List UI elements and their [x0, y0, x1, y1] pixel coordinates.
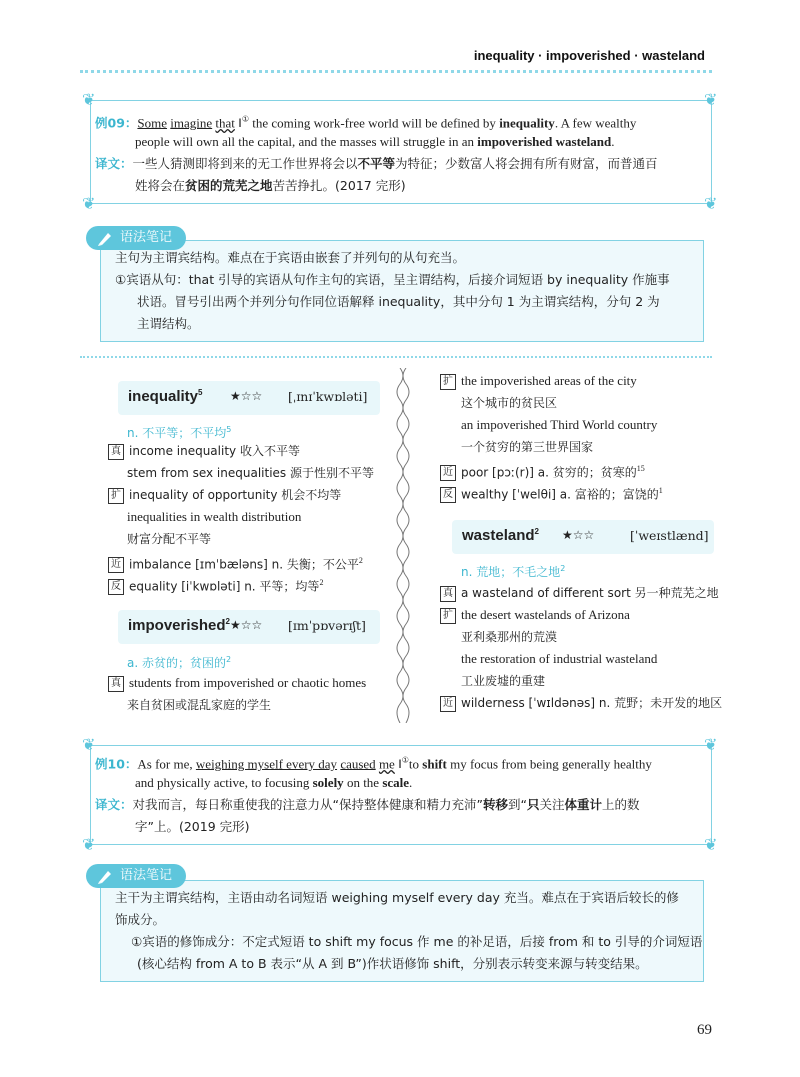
keyword-scale: scale: [382, 775, 410, 790]
example-09-translation-line2: 姓将会在贫困的荒芜之地苦苦挣扎。(2017 完形): [135, 178, 406, 193]
entry-line: 近 wilderness [ˈwɪldənəs] n. 荒野；未开发的地区: [440, 692, 722, 714]
example-09-sentence-line2: people will own all the capital, and the masses will struggle in an impoverished wasteland.: [135, 134, 615, 149]
note-line: ①宾语从句：that 引导的宾语从句作主句的宾语，呈主谓结构，后接介词短语 by inequality 作施事: [115, 272, 670, 287]
rating-stars: ★☆☆: [230, 618, 263, 632]
verb-word: imagine: [170, 115, 213, 131]
entry-line: stem from sex inequalities 源于性别不平等: [127, 466, 374, 480]
example-10-sentence-line2: and physically active, to focusing solely on the scale.: [135, 775, 413, 790]
corner-ornament-icon: ❦: [704, 735, 718, 754]
entry-line: inequalities in wealth distribution: [127, 509, 302, 524]
entry-line: 财富分配不平等: [127, 532, 212, 546]
word-card-impoverished: [118, 610, 380, 644]
clause-marker: ‖①: [398, 756, 409, 772]
subject-word: Some: [137, 115, 168, 131]
sentence-text: . A few wealthy: [554, 115, 637, 131]
verb-word: caused: [340, 756, 376, 772]
phonetic: [ˈweɪstlænd]: [630, 528, 709, 543]
subject-phrase: weighing myself every day: [195, 756, 338, 772]
entry-line: 一个贫穷的第三世界国家: [461, 440, 594, 454]
sentence-text: the coming work-free world will be defined by: [252, 115, 496, 131]
entry-line: 亚利桑那州的荒漠: [461, 630, 558, 644]
note-line: 主句为主谓宾结构。难点在于宾语由嵌套了并列句的从句充当。: [115, 250, 466, 265]
note-line: (核心结构 from A to B 表示“从 A 到 B”)作状语修饰 shift，分别表示转变来源与转变结果。: [137, 956, 648, 971]
example-09-box: [82, 90, 718, 213]
example-10-translation-line2: 字”上。(2019 完形): [135, 819, 250, 834]
corner-ornament-icon: ❦: [82, 835, 96, 854]
entry-line: 近 imbalance [ɪmˈbæləns] n. 失衡；不公平$^2$: [108, 550, 363, 575]
note-line: 状语。冒号引出两个并列分句作同位语解释 inequality，其中分句 1 为主谓宾结构，分句 2 为: [137, 294, 660, 309]
section-divider: [80, 356, 712, 358]
grammar-note-2: [100, 880, 704, 982]
example-10-translation-line1: 译文：对我而言，每日称重使我的注意力从“保持整体健康和精力充沛”转移到“只关注体重计上的数: [95, 797, 640, 812]
part-of-speech: n. 不平等；不平均$^5$: [127, 425, 232, 440]
pen-icon: [96, 229, 114, 247]
example-09-translation-line1: 译文：一些人猜测即将到来的无工作世界将会以不平等为特征；少数富人将会拥有所有财富，而普通百: [95, 156, 658, 171]
entry-line: the restoration of industrial wasteland: [461, 651, 658, 666]
example-label: 例09：: [95, 115, 138, 131]
corner-ornament-icon: ❦: [704, 194, 718, 213]
corner-ornament-icon: ❦: [704, 90, 718, 109]
part-of-speech: n. 荒地；不毛之地$^2$: [461, 564, 566, 579]
part-of-speech: a. 赤贫的；贫困的$^2$: [127, 655, 232, 670]
corner-ornament-icon: ❦: [704, 835, 718, 854]
translation-label: 译文：: [95, 797, 133, 812]
word-card-wasteland: [452, 520, 714, 554]
note-line: 饰成分。: [115, 912, 166, 927]
entry-line: 扩 inequality of opportunity 机会不均等: [108, 484, 341, 506]
note-line: ①宾语的修饰成分：不定式短语 to shift my focus 作 me 的补足语，后接 from 和 to 引导的介词短语: [131, 934, 703, 949]
keyword-impoverished-wasteland: impoverished wasteland: [477, 134, 612, 149]
header-divider: [80, 70, 712, 73]
entry-line: 真 students from impoverished or chaotic homes: [108, 672, 366, 694]
headword: impoverished$^2$: [128, 617, 230, 634]
example-10-box: [82, 735, 718, 854]
entry-line: 反 wealthy [ˈwelθi] a. 富裕的；富饶的$^1$: [440, 480, 663, 505]
clause-marker: ‖①: [238, 115, 249, 131]
example-10-sentence-line1: 例10：As for me, weighing myself every day caused me ‖①to shift my focus from being generally healthy: [95, 756, 652, 772]
entry-line: 这个城市的贫民区: [461, 396, 558, 410]
keyword-inequality: inequality: [499, 115, 555, 131]
conjunction-word: that: [215, 115, 235, 131]
corner-ornament-icon: ❦: [82, 194, 96, 213]
entry-line: 扩 the desert wastelands of Arizona: [440, 604, 630, 626]
grammar-note-1: [100, 240, 704, 342]
entry-line: 来自贫困或混乱家庭的学生: [127, 698, 272, 712]
corner-ornament-icon: ❦: [82, 735, 96, 754]
phonetic: [ˌɪnɪˈkwɒləti]: [288, 389, 368, 404]
keyword-shift: shift: [422, 756, 447, 772]
note-line: 主谓结构。: [137, 316, 200, 331]
rating-stars: ★☆☆: [562, 528, 595, 542]
grammar-note-tab: 语法笔记: [86, 864, 186, 888]
keyword-solely: solely: [312, 775, 344, 790]
pen-icon: [96, 867, 114, 885]
entry-line: 近 poor [pɔː(r)] a. 贫穷的；贫寒的$^{15}$: [440, 458, 645, 483]
example-label: 例10：: [95, 756, 138, 772]
entry-line: an impoverished Third World country: [461, 417, 658, 432]
note-line: 主干为主谓宾结构，主语由动名词短语 weighing myself every day 充当。难点在于宾语后较长的修: [115, 890, 679, 905]
headword: wasteland$^2$: [462, 527, 539, 544]
rating-stars: ★☆☆: [230, 389, 263, 403]
corner-ornament-icon: ❦: [82, 90, 96, 109]
phonetic: [ɪmˈpɒvərɪʃt]: [288, 618, 366, 633]
word-card-inequality: [118, 381, 380, 415]
entry-line: 反 equality [iˈkwɒləti] n. 平等；均等$^2$: [108, 572, 323, 597]
object-word: me: [378, 756, 395, 772]
column-divider: [395, 368, 411, 723]
headword: inequality$^5$: [128, 388, 203, 405]
entry-line: 真 a wasteland of different sort 另一种荒芜之地: [440, 582, 719, 604]
entry-line: 真 income inequality 收入不平等: [108, 440, 300, 462]
running-header: inequality · impoverished · wasteland: [473, 48, 705, 63]
translation-label: 译文：: [95, 156, 133, 171]
page-number: 69: [697, 1022, 712, 1038]
grammar-note-tab: 语法笔记: [86, 226, 186, 250]
entry-line: 工业废墟的重建: [461, 674, 546, 688]
entry-line: 扩 the impoverished areas of the city: [440, 370, 637, 392]
